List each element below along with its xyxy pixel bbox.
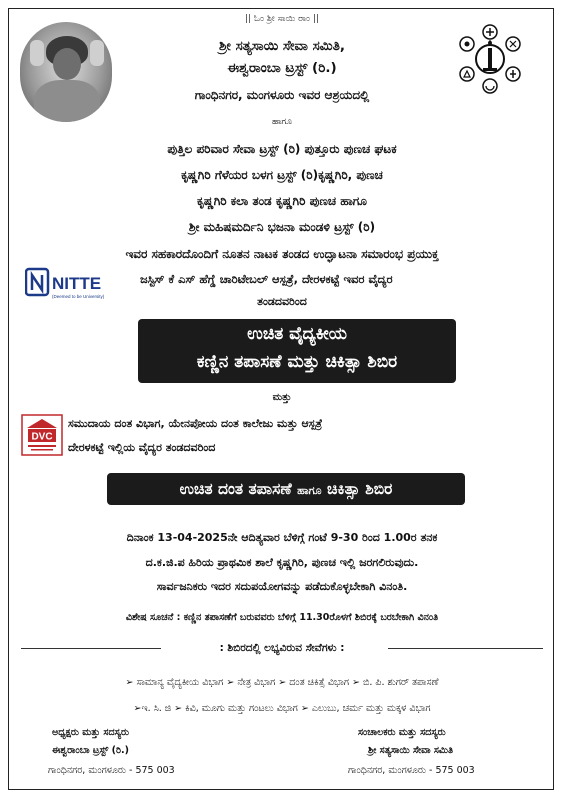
dental-camp-banner [107,473,465,505]
org-name-line2: ಈಶ್ವರಾಂಬಾ ಟ್ರಸ್ಟ್ (ರಿ.) [227,60,337,76]
services-list-line2: ➢ಇ. ಸಿ. ಜಿ ➢ ಕಿವಿ, ಮೂಗು ಮತ್ತು ಗಂಟಲು ವಿಭಾಗ ➢ ಎಲುಬು, ಚರ್ಮ ಮತ್ತು ಮಕ್ಕಳ ವಿಭಾಗ [133,703,431,714]
nitte-hospital-line: ಜಸ್ಟಿಸ್ ಕೆ ಎಸ್ ಹೆಗ್ಡೆ ಚಾರಿಟೇಬಲ್ ಆಸ್ಪತ್ರೆ, ದೇರಳಕಟ್ಟೆ ಇವರ ವೈದ್ಯರ [140,272,393,286]
org-name-line1: ಶ್ರೀ ಸತ್ಯಸಾಯಿ ಸೇವಾ ಸಮಿತಿ, [219,38,345,54]
partner-line: ಪುತ್ತಿಲ ಪರಿವಾರ ಸೇವಾ ಟ್ರಸ್ಟ್ (ರಿ) ಪುತ್ತೂರು ಪುಣಚ ಘಟಕ [167,142,397,156]
services-list-line1: ➢ ಸಾಮಾನ್ಯ ವೈದ್ಯಕೀಯ ವಿಭಾಗ ➢ ನೇತ್ರ ವಿಭಾಗ ➢ ದಂತ ಚಿಕಿತ್ಸೆ ವಿಭಾಗ ➢ ಬಿ. ಪಿ. ಶುಗರ್ ತಪಾಸಣೆ [125,677,439,688]
eye-camp-title-line2: ಕಣ್ಣಿನ ತಪಾಸಣೆ ಮತ್ತು ಚಿಕಿತ್ಸಾ ಶಿಬಿರ [196,352,398,372]
left-signatory-title: ಅಧ್ಯಕ್ಷರು ಮತ್ತು ಸದಸ್ಯರು [52,727,130,738]
dental-camp-title-part1: ಉಚಿತ ದಂತ ತಪಾಸಣೆ [179,480,292,498]
collaboration-line: ಇವರ ಸಹಕಾರದೊಂದಿಗೆ ನೂತನ ನಾಟಕ ತಂಡದ ಉದ್ಘಾಟನಾ ಸಮಾರಂಭ ಪ್ರಯುಕ್ತ [125,247,439,261]
dental-college-logo [21,414,63,456]
right-signatory-org: ಶ್ರೀ ಸತ್ಯಸಾಯಿ ಸೇವಾ ಸಮಿತಿ [368,745,454,756]
invocation: || ಓಂ ಶ್ರೀ ಸಾಯಿ ರಾಂ || [245,14,319,24]
right-signatory-address: ಗಾಂಧಿನಗರ, ಮಂಗಳೂರು - 575 003 [348,765,475,776]
nitte-logo-text: NITTE [52,274,102,293]
nitte-team-line: ತಂಡದವರಿಂದ [257,295,307,308]
partner-line: ಶ್ರೀ ಮಹಿಷಮರ್ದಿನಿ ಭಜನಾ ಮಂಡಳಿ ಟ್ರಸ್ಟ್ (ರಿ) [188,220,376,234]
left-signatory-org: ಈಶ್ವರಾಂಬಾ ಟ್ರಸ್ಟ್ (ರಿ.) [52,745,129,756]
venue-line: ದ.ಕ.ಜಿ.ಪ ಹಿರಿಯ ಪ್ರಾಥಮಿಕ ಶಾಲೆ ಕೃಷ್ಣಗಿರಿ, ಪುಣಚ ಇಲ್ಲಿ ಜರಗಲಿರುವುದು. [145,556,419,569]
left-signatory-address: ಗಾಂಧಿನಗರ, ಮಂಗಳೂರು - 575 003 [48,765,175,776]
dental-team-line: ದೇರಳಕಟ್ಟೆ ಇಲ್ಲಿಯ ವೈದ್ಯರ ತಂಡದವರಿಂದ [68,441,216,454]
conjunction-and: ಹಾಗೂ [271,117,293,127]
right-signatory-title: ಸಂಚಾಲಕರು ಮತ್ತು ಸದಸ್ಯರು [358,727,446,738]
nitte-logo-subtext: (Deemed to be University) [52,294,105,299]
partner-line: ಕೃಷ್ಣಗಿರಿ ಗೆಳೆಯರ ಬಳಗ ಟ್ರಸ್ಟ್ (ರಿ)ಕೃಷ್ಣಗಿರಿ, ಪುಣಚ [181,168,383,182]
sarva-dharma-emblem [455,24,525,94]
date-time-line: ದಿನಾಂಕ 13-04-2025ನೇ ಆದಿತ್ಯವಾರ ಬೆಳಿಗ್ಗೆ ಗಂಟೆ 9-30 ರಿಂದ 1.00ರ ತನಕ [126,531,438,544]
appeal-line: ಸಾರ್ವಜನಿಕರು ಇದರ ಸದುಪಯೋಗವನ್ನು ಪಡೆದುಕೊಳ್ಳಬೇಕಾಗಿ ವಿನಂತಿ. [156,580,408,593]
dental-dept-line: ಸಮುದಾಯ ದಂತ ವಿಭಾಗ, ಯೇನಪೋಯ ದಂತ ಕಾಲೇಜು ಮತ್ತು ಆಸ್ಪತ್ರೆ [68,417,323,430]
services-heading: : ಶಿಬಿರದಲ್ಲಿ ಲಭ್ಯವಿರುವ ಸೇವೆಗಳು : [219,642,345,654]
special-note: ವಿಶೇಷ ಸೂಚನೆ : ಕಣ್ಣಿನ ತಪಾಸಣೆಗೆ ಬರುವವರು ಬೆಳಿಗ್ಗೆ 11.30ರೊಳಗೆ ಶಿಬಿರಕ್ಕೆ ಬರಬೇಕಾಗಿ ವಿನಂತಿ [125,612,439,623]
dental-camp-title-part3: ಚಿಕಿತ್ಸಾ ಶಿಬಿರ [326,480,393,498]
patronage-line: ಗಾಂಧಿನಗರ, ಮಂಗಳೂರು ಇವರ ಆಶ್ರಯದಲ್ಲಿ [194,88,370,102]
eye-camp-banner [138,319,456,383]
conjunction-and: ಮತ್ತು [272,392,292,403]
partner-line: ಕೃಷ್ಣಗಿರಿ ಕಲಾ ತಂಡ ಕೃಷ್ಣಗಿರಿ ಪುಣಚ ಹಾಗೂ [197,194,367,208]
dental-camp-title-and: ಹಾಗೂ [297,484,322,497]
dental-logo-text: DVC [31,431,53,443]
eye-camp-title-line1: ಉಚಿತ ವೈದ್ಯಕೀಯ [247,324,347,344]
